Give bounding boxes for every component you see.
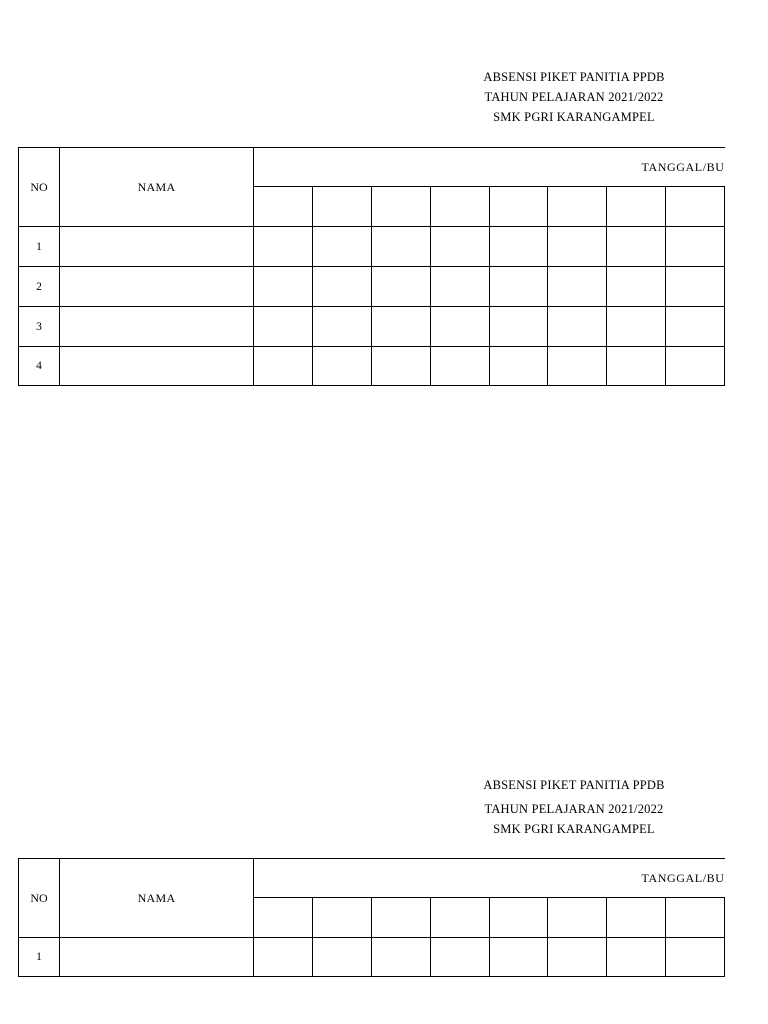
attendance-cell[interactable] [489, 227, 548, 267]
attendance-cell[interactable] [430, 938, 489, 977]
attendance-cell[interactable] [666, 267, 725, 307]
attendance-cell[interactable] [371, 938, 430, 977]
date-cell[interactable] [430, 187, 489, 227]
sheet-title-line-3: SMK PGRI KARANGAMPEL [493, 822, 655, 836]
attendance-cell[interactable] [312, 267, 371, 307]
date-cell[interactable] [312, 898, 371, 938]
attendance-cell[interactable] [254, 227, 313, 267]
attendance-cell[interactable] [371, 347, 430, 386]
attendance-cell[interactable] [371, 307, 430, 347]
date-cell[interactable] [430, 898, 489, 938]
attendance-sheet-1 [0, 0, 768, 400]
attendance-cell[interactable] [666, 938, 725, 977]
date-cell[interactable] [607, 187, 666, 227]
table-row [19, 227, 725, 267]
name-cell[interactable] [60, 307, 254, 347]
attendance-cell[interactable] [548, 267, 607, 307]
sheet-title-line-2: TAHUN PELAJARAN 2021/2022 [484, 90, 664, 104]
header-nama: NAMA [60, 148, 254, 227]
attendance-cell[interactable] [607, 347, 666, 386]
date-cell[interactable] [489, 898, 548, 938]
attendance-cell[interactable] [607, 307, 666, 347]
date-cell[interactable] [254, 898, 313, 938]
date-cell[interactable] [371, 187, 430, 227]
table-row [19, 938, 725, 977]
attendance-sheet-2 [0, 700, 768, 1000]
attendance-cell[interactable] [607, 227, 666, 267]
attendance-cell[interactable] [371, 227, 430, 267]
name-cell[interactable] [60, 267, 254, 307]
header-tanggal: TANGGAL/BU [254, 859, 725, 898]
date-cell[interactable] [548, 187, 607, 227]
attendance-cell[interactable] [430, 347, 489, 386]
date-cell[interactable] [312, 187, 371, 227]
attendance-cell[interactable] [371, 267, 430, 307]
attendance-cell[interactable] [548, 227, 607, 267]
table-row [19, 307, 725, 347]
attendance-cell[interactable] [489, 267, 548, 307]
date-cell[interactable] [666, 187, 725, 227]
name-cell[interactable] [60, 347, 254, 386]
attendance-table [18, 147, 725, 386]
table-row [19, 347, 725, 386]
attendance-cell[interactable] [489, 938, 548, 977]
date-cell[interactable] [666, 898, 725, 938]
attendance-cell[interactable] [666, 347, 725, 386]
attendance-cell[interactable] [666, 307, 725, 347]
row-number: 4 [19, 347, 60, 386]
name-cell[interactable] [60, 938, 254, 977]
row-number: 1 [19, 938, 60, 977]
date-cell[interactable] [548, 898, 607, 938]
attendance-cell[interactable] [430, 267, 489, 307]
header-no: NO [19, 859, 60, 938]
attendance-cell[interactable] [548, 938, 607, 977]
attendance-cell[interactable] [666, 227, 725, 267]
attendance-cell[interactable] [254, 307, 313, 347]
attendance-cell[interactable] [489, 307, 548, 347]
attendance-cell[interactable] [548, 307, 607, 347]
row-number: 2 [19, 267, 60, 307]
attendance-cell[interactable] [312, 938, 371, 977]
attendance-cell[interactable] [607, 938, 666, 977]
attendance-cell[interactable] [430, 227, 489, 267]
row-number: 1 [19, 227, 60, 267]
table-row [19, 267, 725, 307]
attendance-cell[interactable] [312, 347, 371, 386]
sheet-title-line-1: ABSENSI PIKET PANITIA PPDB [483, 70, 665, 84]
header-tanggal: TANGGAL/BU [254, 148, 725, 187]
attendance-cell[interactable] [254, 347, 313, 386]
attendance-cell[interactable] [607, 267, 666, 307]
attendance-cell[interactable] [254, 267, 313, 307]
attendance-cell[interactable] [489, 347, 548, 386]
attendance-cell[interactable] [312, 227, 371, 267]
header-nama: NAMA [60, 859, 254, 938]
sheet-title-line-1: ABSENSI PIKET PANITIA PPDB [483, 778, 665, 792]
attendance-table [18, 858, 725, 977]
attendance-cell[interactable] [548, 347, 607, 386]
date-cell[interactable] [371, 898, 430, 938]
attendance-cell[interactable] [312, 307, 371, 347]
name-cell[interactable] [60, 227, 254, 267]
date-cell[interactable] [607, 898, 666, 938]
attendance-cell[interactable] [254, 938, 313, 977]
sheet-title-line-2: TAHUN PELAJARAN 2021/2022 [484, 802, 664, 816]
date-cell[interactable] [254, 187, 313, 227]
sheet-title-line-3: SMK PGRI KARANGAMPEL [493, 110, 655, 124]
date-cell[interactable] [489, 187, 548, 227]
row-number: 3 [19, 307, 60, 347]
attendance-cell[interactable] [430, 307, 489, 347]
header-no: NO [19, 148, 60, 227]
